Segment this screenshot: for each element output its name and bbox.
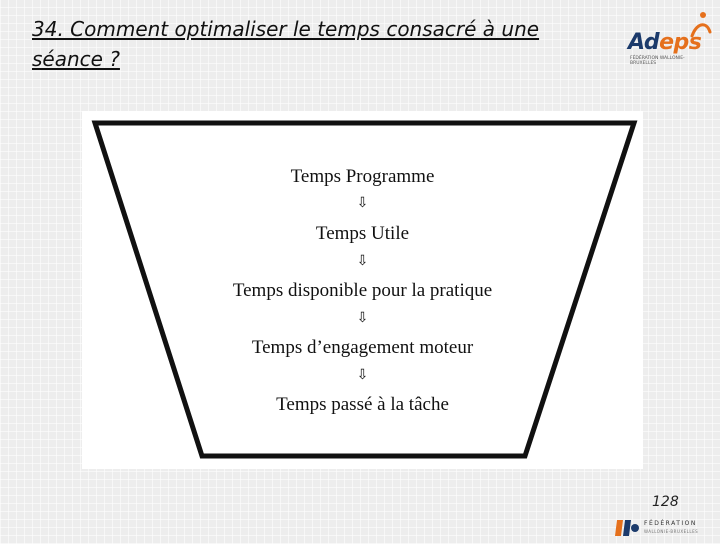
adeps-logo-part2: eps — [659, 30, 702, 55]
federation-emblem-icon — [614, 516, 640, 540]
down-arrow-icon: ⇩ — [356, 254, 369, 269]
funnel-step-3: Temps disponible pour la pratique — [232, 280, 493, 301]
funnel-diagram — [82, 111, 643, 469]
adeps-logo-part1: Ad — [628, 30, 660, 55]
funnel-step-4: Temps d’engagement moteur — [251, 337, 474, 358]
athlete-figure-icon — [688, 10, 712, 40]
funnel-step-2: Temps Utile — [315, 223, 410, 244]
adeps-logo — [622, 10, 714, 70]
funnel-steps — [82, 111, 643, 469]
federation-logo-subtitle: WALLONIE-BRUXELLES — [644, 529, 699, 534]
federation-logo-title: FÉDÉRATION — [644, 520, 697, 527]
down-arrow-icon: ⇩ — [356, 196, 369, 211]
funnel-step-5: Temps passé à la tâche — [276, 394, 449, 415]
page-number: 128 — [652, 494, 679, 510]
down-arrow-icon: ⇩ — [356, 368, 369, 383]
funnel-step-1: Temps Programme — [290, 166, 435, 187]
down-arrow-icon: ⇩ — [356, 311, 369, 326]
federation-logo — [614, 516, 720, 540]
slide-title-text: 34. Comment optimaliser le temps consacré à une séance ? — [32, 17, 540, 71]
slide-title — [32, 14, 592, 74]
adeps-logo-tagline: FÉDÉRATION WALLONIE-BRUXELLES — [630, 56, 685, 66]
